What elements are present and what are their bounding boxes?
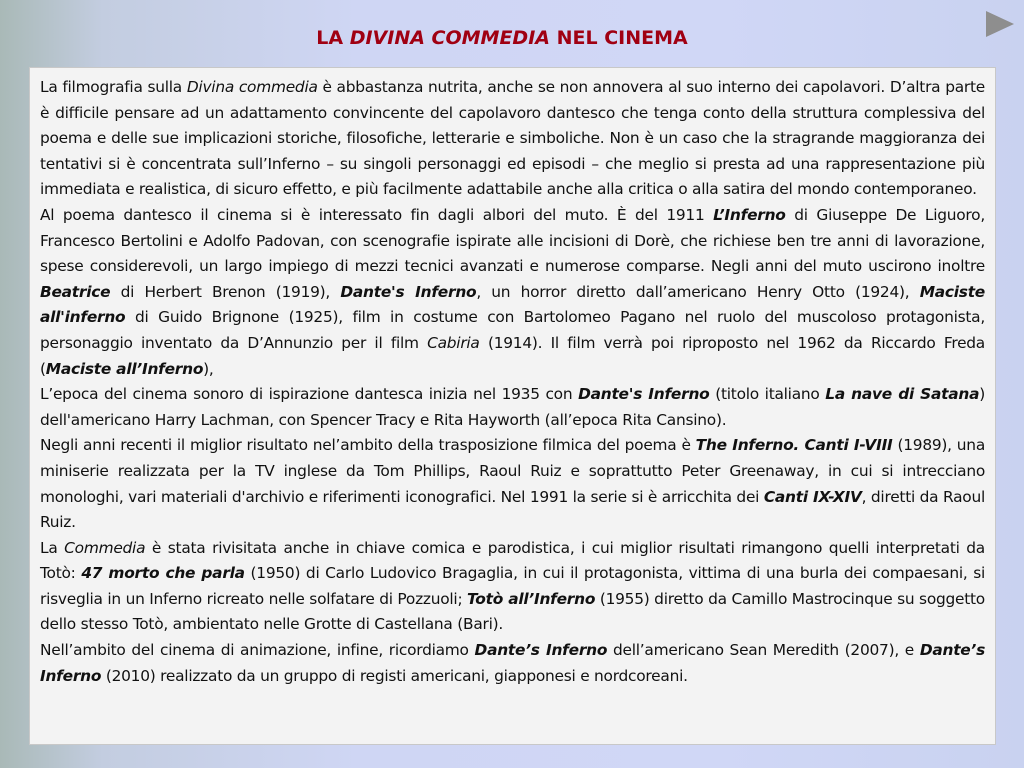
film-title: Maciste all'inferno (40, 282, 985, 327)
film-title: Dante’s Inferno (474, 641, 608, 660)
paragraph-5 (40, 536, 985, 638)
text-run: , un horror diretto dall’americano Henry Otto (1924), (476, 282, 920, 301)
text-run: dell’americano Sean Meredith (2007), e (607, 641, 920, 660)
text-run: è abbastanza nutrita, anche se non annovera al suo interno dei capolavori. D’altra parte è difficile pensare ad un adattamento convincente del capolavoro dantesco che tenga conto della struttura complessiva del poema e delle sue implicazioni storiche, filosofiche, letterarie e simboliche. Non è un caso che la stragrande maggioranza dei tentativi si è concentrata sull’Inferno – su singoli personaggi ed episodi – che meglio si presta ad una rappresentazione più immediata e realistica, di sicuro effetto, e più facilmente adattabile anche alla critica o alla satira del mondo contemporaneo. (40, 78, 985, 199)
title-italic: DIVINA COMMEDIA (349, 27, 550, 49)
title-suffix: NEL CINEMA (549, 27, 688, 49)
text-run: di Herbert Brenon (1919), (110, 282, 341, 301)
text-run: di Guido Brignone (1925), film in costume con Bartolomeo Pagano nel ruolo del muscoloso protagonista, personaggio inventato da D’Annunzio per il film (40, 308, 985, 352)
italic-text: Cabiria (427, 333, 480, 352)
film-title: Dante's Inferno (340, 282, 477, 301)
paragraph-6 (40, 638, 985, 689)
paragraph-1 (40, 75, 985, 203)
text-run: ), (203, 359, 214, 378)
text-run: Nell’ambito del cinema di animazione, infine, ricordiamo (40, 641, 475, 660)
text-run: La filmografia sulla (40, 78, 187, 96)
text-run: Negli anni recenti il miglior risultato nel’ambito della trasposizione filmica del poema è (40, 436, 696, 455)
text-run: (1950) di Carlo Ludovico Bragaglia, in cui il protagonista, vittima di una burla dei compaesani, si risveglia in un Inferno ricreato nelle solfatare di Pozzuoli; (40, 564, 986, 608)
slide-title (0, 27, 1004, 49)
text-run: (1914). Il film verrà poi riproposto nel 1962 da Riccardo Freda ( (40, 333, 985, 378)
text-run: (1989), una miniserie realizzata per la TV inglese da Tom Phillips, Raoul Ruiz e soprattutto Peter Greenaway, in cui si intrecciano monologhi, vari materiali d'archivio e riferimenti iconografici. Nel 1991 la serie si è arricchita dei (40, 436, 985, 506)
title-prefix: LA (316, 27, 350, 49)
text-run: è stata rivisitata anche in chiave comica e parodistica, i cui miglior risultati rimangono quelli interpretati da Totò: (40, 538, 985, 583)
text-run: L’epoca del cinema sonoro di ispirazione dantesca inizia nel 1935 con (40, 385, 579, 404)
text-panel (29, 67, 996, 745)
film-title: La nave di Satana (825, 385, 980, 404)
film-title: Dante's Inferno (578, 385, 710, 404)
italic-text: Divina commedia (186, 78, 318, 96)
film-title: Maciste all’Inferno (45, 359, 204, 378)
film-title: Totò all’Inferno (467, 589, 596, 608)
text-run: (titolo italiano (709, 385, 826, 404)
text-run: ) dell'americano Harry Lachman, con Spencer Tracy e Rita Hayworth (all’epoca Rita Cansino). (40, 385, 985, 429)
text-run: di Giuseppe De Liguoro, Francesco Bertolini e Adolfo Padovan, con scenografie ispirate alle incisioni di Dorè, che richiese ben tre anni di lavorazione, spese considerevoli, un largo impiego di mezzi tecnici avanzati e numerose comparse. Negli anni del muto uscirono inoltre (40, 205, 985, 276)
paragraph-4 (40, 433, 985, 535)
text-run: La (40, 538, 65, 557)
text-run: Al poema dantesco il cinema si è interessato fin dagli albori del muto. È del 1911 (40, 205, 714, 224)
text-run: (1955) diretto da Camillo Mastrocinque su soggetto dello stesso Totò, ambientato nelle Grotte di Castellana (Bari). (40, 589, 985, 634)
italic-text: Commedia (64, 538, 146, 557)
text-run: , diretti da Raoul Ruiz. (40, 487, 985, 532)
paragraph-2 (40, 203, 985, 382)
play-arrow-icon[interactable] (986, 11, 1014, 37)
film-title: L’Inferno (713, 205, 786, 224)
film-title: Canti IX-XIV (763, 487, 862, 506)
film-title: Dante’s Inferno (40, 641, 985, 685)
paragraph-3 (40, 382, 985, 433)
film-title: Beatrice (40, 282, 111, 301)
text-run: (2010) realizzato da un gruppo di registi americani, giapponesi e nordcoreani. (101, 666, 688, 685)
film-title: The Inferno. Canti I-VIII (695, 436, 893, 455)
film-title: 47 morto che parla (81, 564, 245, 583)
